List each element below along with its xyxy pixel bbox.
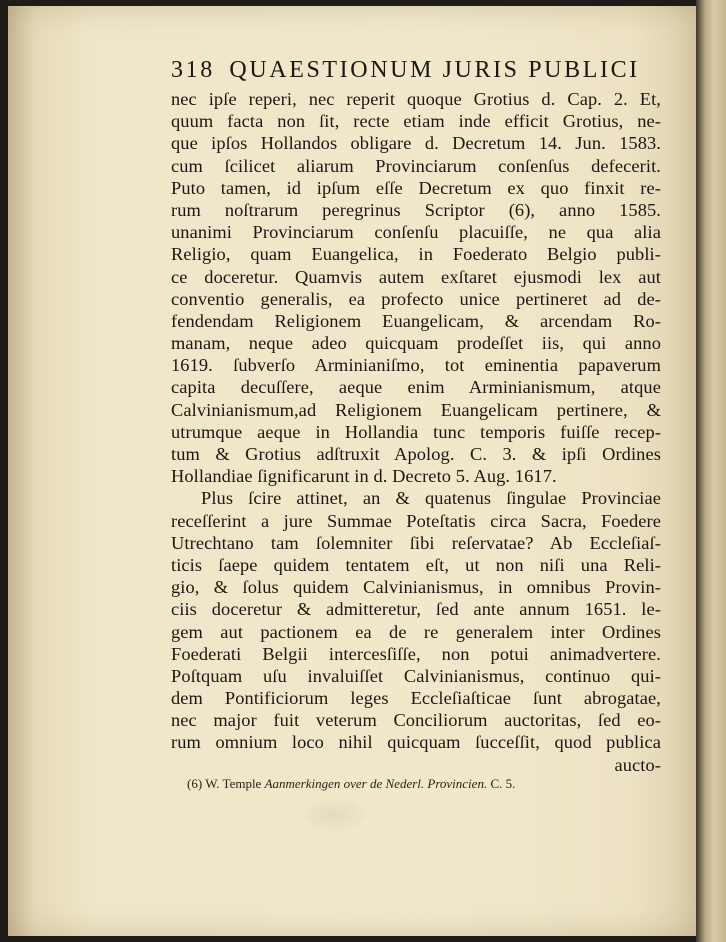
text-line: receſſerint a jure Summae Poteſtatis circa Sacra, Foedere: [171, 510, 661, 531]
text-line: capita decuſſere, aeque enim Arminianismum, atque: [171, 377, 661, 398]
text-line: rum omnium loco nihil quicquam ſucceſſit, quod publica: [171, 732, 661, 753]
text-line: ciis doceretur & admitteretur, ſed ante annum 1651. le-: [171, 599, 661, 620]
text-line: Poſtquam uſu invaluiſſet Calvinianismus, continuo qui-: [171, 665, 661, 686]
text-line: Utrechtano tam ſolemniter ſibi reſervatae? Ab Eccleſiaſ-: [171, 532, 661, 553]
text-line: manam, neque adeo quicquam prodeſſet iis, qui anno: [171, 333, 661, 354]
catchword: aucto-: [614, 754, 661, 775]
paragraph-start-line: Plus ſcire attinet, an & quatenus ſingulae Provinciae: [201, 488, 661, 509]
running-header: [171, 52, 661, 88]
text-line: unanimi Provinciarum conſenſu placuiſſe, ne qua alia: [171, 222, 661, 243]
text-line: que ipſos Hollandos obligare d. Decretum 14. Jun. 1583.: [171, 133, 661, 154]
text-line: Calvinianismum,ad Religionem Euangelicam pertinere, &: [171, 399, 661, 420]
running-title: QUAESTIONUM JURIS PUBLICI: [229, 57, 640, 83]
text-line: tum & Grotius adſtruxit Apolog. C. 3. & ipſi Ordines: [171, 444, 661, 464]
footnote-author: W. Temple: [205, 776, 262, 791]
page-number: 318: [171, 57, 215, 83]
text-line: ce doceretur. Quamvis autem exſtaret ejusmodi lex aut: [171, 266, 661, 287]
text-line: gem aut pactionem ea de re generalem inter Ordines: [171, 621, 661, 642]
text-line: cum ſcilicet aliarum Provinciarum conſenſus defecerit.: [171, 155, 661, 176]
text-line: Puto tamen, id ipſum eſſe Decretum ex quo finxit re-: [171, 177, 661, 198]
footnote-reference: C. 5.: [490, 776, 516, 791]
text-line: ticis ſaepe quidem tentatem eſt, ut non niſi una Reli-: [171, 554, 661, 575]
page-text-block: [171, 52, 661, 776]
text-line: nec ipſe reperi, nec reperit quoque Grotius d. Cap. 2. Et,: [171, 89, 661, 109]
text-line: 1619. ſubverſo Arminianiſmo, tot eminentia papaverum: [171, 355, 661, 376]
text-line: fendendam Religionem Euangelicam, & arcendam Ro-: [171, 310, 661, 331]
text-line: utrumque aeque in Hollandia tunc temporis fuiſſe recep-: [171, 421, 661, 442]
text-line: nec major fuit veterum Conciliorum auctoritas, ſed eo-: [171, 710, 661, 731]
footnote-marker: (6): [187, 776, 203, 791]
text-line: dem Pontificiorum leges Eccleſiaſticae ſunt abrogatae,: [171, 688, 661, 709]
footnote: [187, 776, 647, 792]
book-spine-edge: [696, 0, 726, 942]
text-line: Foederati Belgii intercesſiſſe, non potui animadvertere.: [171, 643, 661, 664]
paper-stain: [305, 800, 365, 830]
footnote-work-title: Aanmerkingen over de Nederl. Provincien.: [264, 776, 488, 791]
text-line: rum noſtrarum peregrinus Scriptor (6), anno 1585.: [171, 199, 661, 220]
text-line: gio, & ſolus quidem Calvinianismus, in omnibus Provin-: [171, 577, 661, 598]
text-line: conventio generalis, ea profecto unice pertineret ad de-: [171, 288, 661, 309]
text-line: Religio, quam Euangelica, in Foederato Belgio publi-: [171, 244, 661, 265]
text-line: quum facta non ſit, recte etiam inde efficit Grotius, ne-: [171, 111, 661, 132]
paragraph-end-line: Hollandiae ſignificarunt in d. Decreto 5. Aug. 1617.: [171, 466, 557, 487]
